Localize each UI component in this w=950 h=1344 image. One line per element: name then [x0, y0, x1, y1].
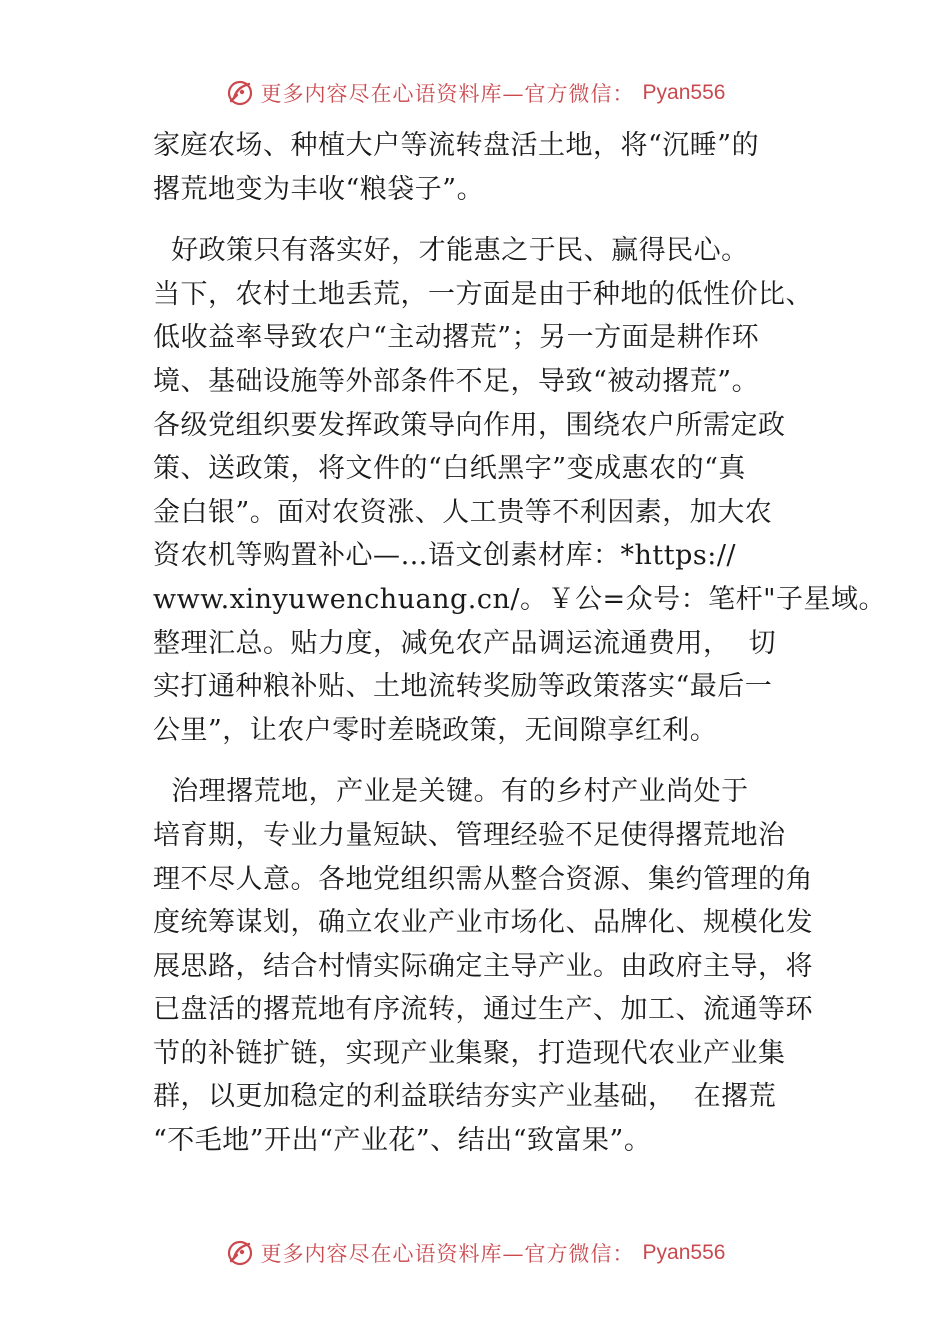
text-line: 度统筹谋划，确立农业产业市场化、品牌化、规模化发: [153, 907, 813, 939]
text-line: 公里”，让农户零时差晓政策，无间隙享红利。: [153, 714, 718, 746]
wechat-id: Pyan556: [642, 1241, 726, 1264]
text-line: 理不尽人意。各地党组织需从整合资源、集约管理的角: [153, 863, 813, 895]
banner-text: 更多内容尽在心语资料库—官方微信：: [260, 1242, 635, 1266]
text-line: 群，以更加稳定的利益联结夯实产业基础， 在撂荒: [153, 1081, 777, 1113]
wechat-id: Pyan556: [642, 81, 726, 104]
paragraph: [153, 770, 853, 1162]
text-line: 资农机等购置补心—…语文创素材库：*https://: [153, 540, 737, 572]
text-line: 当下，农村土地丢荒，一方面是由于种地的低性价比、: [153, 278, 813, 310]
text-line: 各级党组织要发挥政策导向作用，围绕农户所需定政: [153, 409, 786, 441]
text-line: 策、送政策，将文件的“白纸黑字”变成惠农的“真: [153, 453, 746, 485]
text-line: 节的补链扩链，实现产业集聚，打造现代农业产业集: [153, 1037, 786, 1069]
paragraph: [153, 124, 853, 211]
document-body: [153, 124, 886, 1163]
text-line: 金白银”。面对农资涨、人工贵等不利因素，加大农: [153, 496, 773, 528]
text-line: 家庭农场、种植大户等流转盘活土地，将“沉睡”的: [153, 130, 760, 161]
text-line: 实打通种粮补贴、土地流转奖励等政策落实“最后一: [153, 671, 773, 703]
logo-icon: [225, 78, 255, 108]
text-line: 境、基础设施等外部条件不足，导致“被动撂荒”。: [153, 365, 760, 397]
paragraph: [153, 229, 886, 752]
text-line: 好政策只有落实好，才能惠之于民、赢得民心。: [153, 235, 749, 267]
text-line: 培育期，专业力量短缺、管理经验不足使得撂荒地治: [153, 819, 786, 851]
text-line: www.xinyuwenchuang.cn/。￥公=众号：笔杆"子星域。: [153, 583, 886, 615]
text-line: “不毛地”开出“产业花”、结出“致富果”。: [153, 1125, 652, 1157]
text-line: 治理撂荒地，产业是关键。有的乡村产业尚处于: [153, 776, 749, 808]
footer-banner: [0, 1236, 950, 1270]
text-line: 低收益率导致农户“主动撂荒”；另一方面是耕作环: [153, 322, 760, 354]
text-line: 已盘活的撂荒地有序流转，通过生产、加工、流通等环: [153, 994, 813, 1026]
text-line: 整理汇总。贴力度，减免农产品调运流通费用， 切: [153, 627, 777, 659]
banner-text: 更多内容尽在心语资料库—官方微信：: [260, 82, 635, 106]
header-banner: [0, 76, 950, 110]
text-line: 撂荒地变为丰收“粮袋子”。: [153, 173, 485, 205]
text-line: 展思路，结合村情实际确定主导产业。由政府主导，将: [153, 950, 813, 982]
logo-icon: [225, 1238, 255, 1268]
